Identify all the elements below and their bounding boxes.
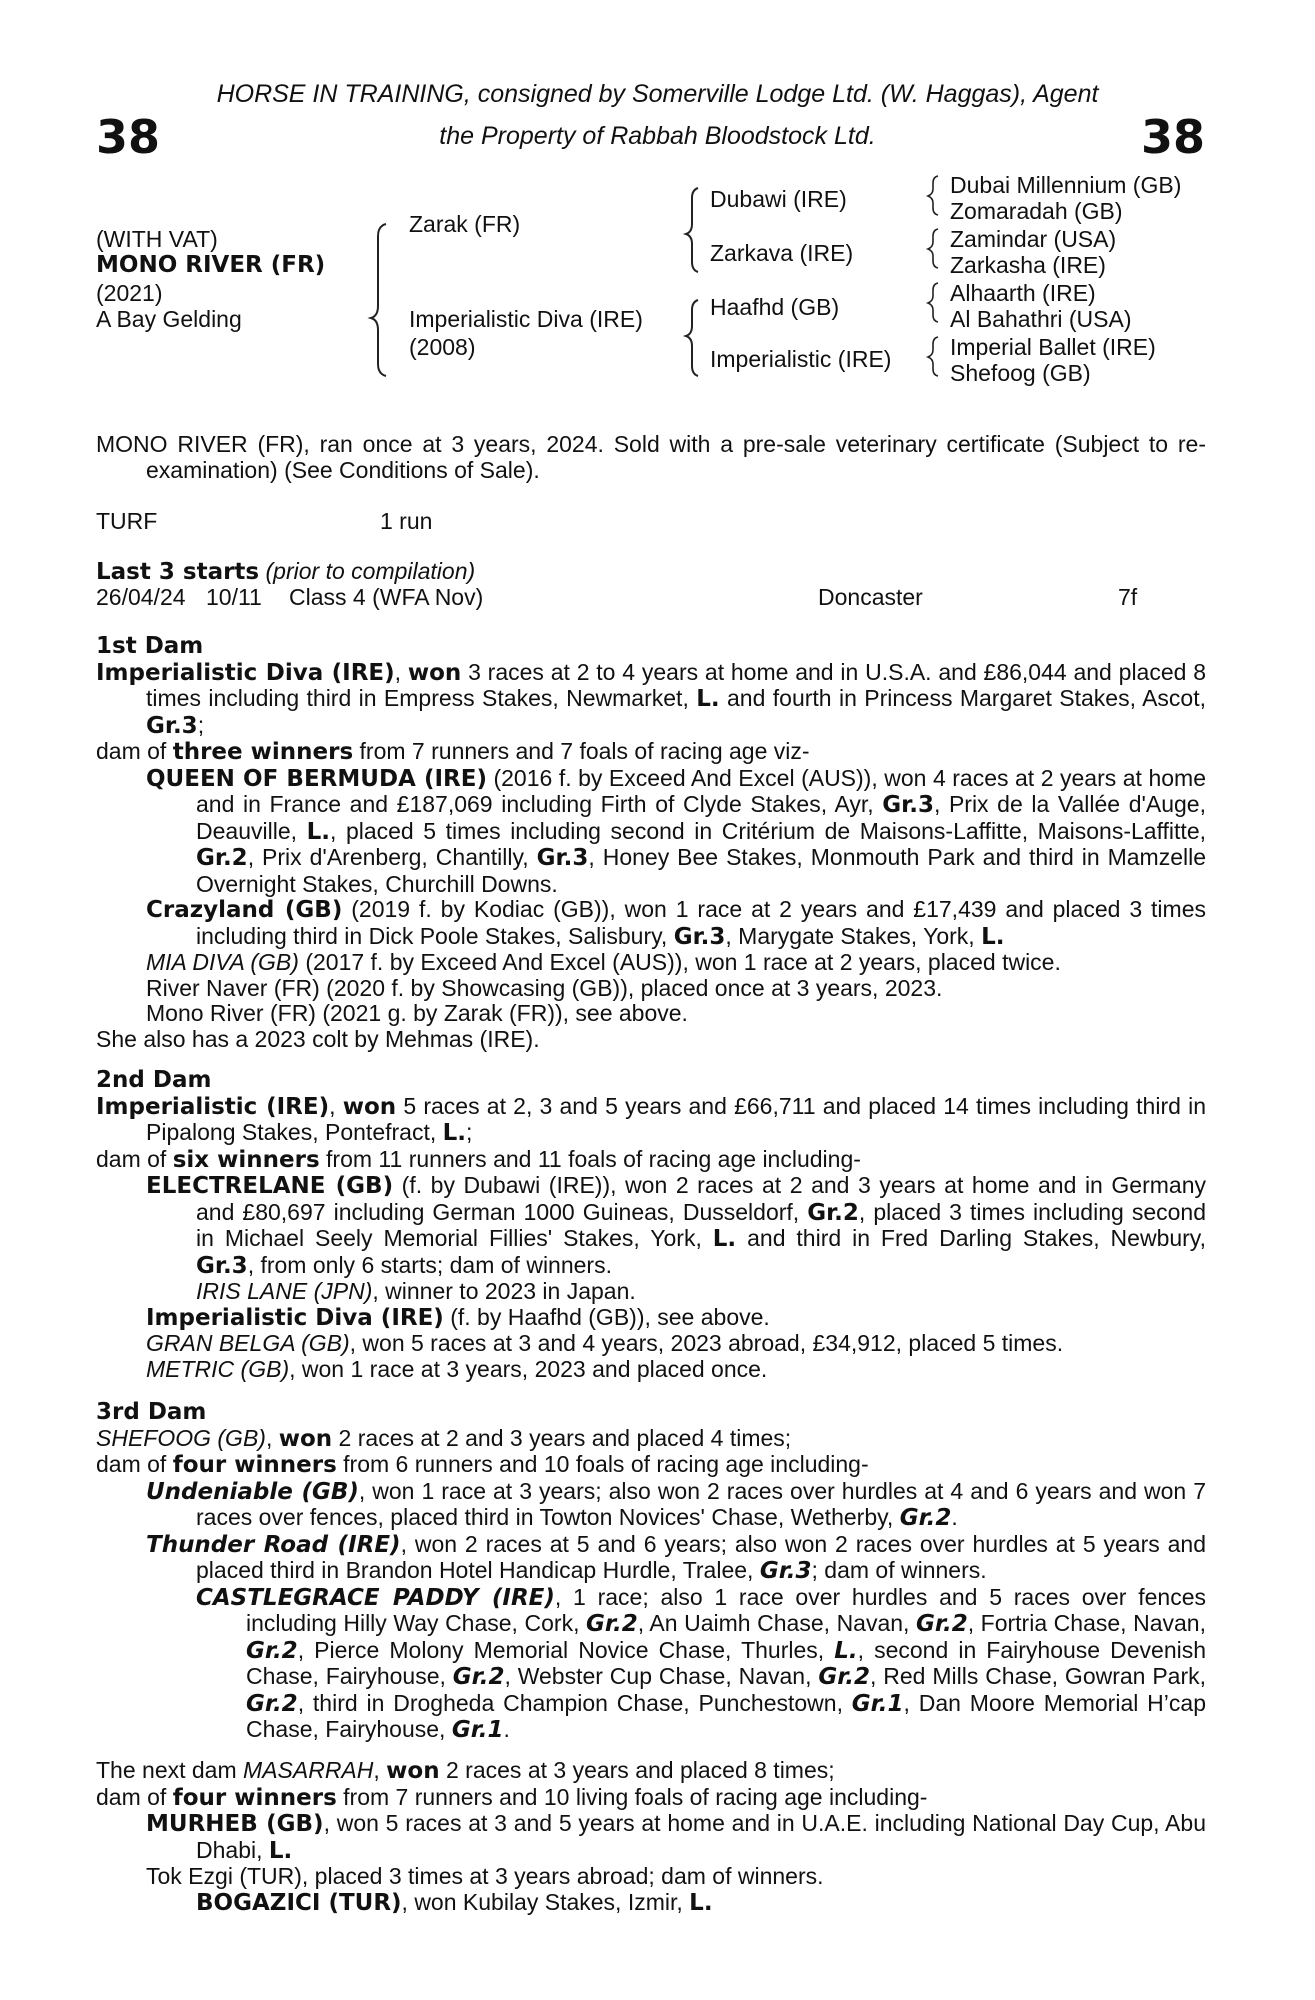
progeny-entry: Crazyland (GB) (2019 f. by Kodiac (GB)), won 1 race at 2 years and £17,439 and placed 3 times including third in Dick Poole Stakes, Salisbury, Gr.3, Marygate Stakes, York, L. xyxy=(146,896,1206,950)
record-surface: TURF xyxy=(96,508,158,534)
third-dam-record: SHEFOOG (GB), won 2 races at 2 and 3 years and placed 4 times; xyxy=(96,1424,792,1452)
vat-note: (WITH VAT) xyxy=(96,226,218,252)
brace-dd xyxy=(928,337,938,376)
record-runs: 1 run xyxy=(380,508,433,534)
third-dam-produce-line: dam of four winners from 6 runners and 10 foals of racing age including- xyxy=(96,1451,869,1478)
lot-number-left: 38 xyxy=(96,110,161,164)
second-dam-produce-line: dam of six winners from 11 runners and 11 foals of racing age including- xyxy=(96,1145,861,1173)
pedigree-dam-dam: Imperialistic (IRE) xyxy=(710,346,892,372)
last-start-course: Doncaster xyxy=(818,584,923,610)
progeny-entry: Undeniable (GB), won 1 race at 3 years; also won 2 races over hurdles at 4 and 6 years and won 7 races over fences, placed third in Towton Novices' Chase, Wetherby, Gr.2. xyxy=(146,1477,1206,1531)
brace-sd xyxy=(928,229,938,268)
pedigree-ssd: Zomaradah (GB) xyxy=(950,198,1123,224)
next-dam-section xyxy=(96,1758,1206,1916)
pedigree-sdd: Zarkasha (IRE) xyxy=(950,252,1106,278)
brace-dam xyxy=(686,300,698,376)
second-dam-section xyxy=(96,1068,1206,1382)
progeny-sub-entry: IRIS LANE (JPN), winner to 2023 in Japan. xyxy=(196,1278,636,1304)
pedigree-dss: Alhaarth (IRE) xyxy=(950,280,1096,306)
last-start-class: Class 4 (WFA Nov) xyxy=(289,584,484,610)
summary-text: MONO RIVER (FR), ran once at 3 years, 2024. Sold with a pre-sale veterinary certificate (Subject to re-examination) (See Conditions of Sale). xyxy=(96,431,1206,483)
pedigree-sire-dam: Zarkava (IRE) xyxy=(710,240,854,266)
first-dam-heading: 1st Dam xyxy=(96,633,204,659)
summary-block xyxy=(96,432,1206,483)
pedigree-sire: Zarak (FR) xyxy=(409,211,521,237)
first-dam-section xyxy=(96,634,1206,1052)
brace-ds xyxy=(928,283,938,322)
first-dam-produce-line: dam of three winners from 7 runners and 7 foals of racing age viz- xyxy=(96,738,810,765)
brace-ss xyxy=(928,176,938,215)
horse-name: MONO RIVER (FR) xyxy=(96,252,326,278)
progeny-entry: GRAN BELGA (GB), won 5 races at 3 and 4 years, 2023 abroad, £34,912, placed 5 times. xyxy=(146,1330,1064,1356)
progeny-entry: QUEEN OF BERMUDA (IRE) (2016 f. by Exceed And Excel (AUS)), won 4 races at 2 years at home and in France and £187,069 including Firth of Clyde Stakes, Ayr, Gr.3, Prix de la Vallée d'Auge, Deauville, L., placed 5 times including second in Critérium de Maisons-Laffitte, Maisons-Laffitte, Gr.2, Prix d'Arenberg, Chantilly, Gr.3, Honey Bee Stakes, Monmouth Park and third in Mamzelle Overnight Stakes, Churchill Downs. xyxy=(146,764,1207,897)
next-dam-produce-line: dam of four winners from 7 runners and 10 living foals of racing age including- xyxy=(96,1783,928,1811)
progeny-sub-entry: BOGAZICI (TUR), won Kubilay Stakes, Izmir, L. xyxy=(196,1888,713,1916)
header-property: the Property of Rabbah Bloodstock Ltd. xyxy=(439,122,876,150)
pedigree-dsd: Al Bahathri (USA) xyxy=(950,306,1132,332)
progeny-entry: METRIC (GB), won 1 race at 3 years, 2023 and placed once. xyxy=(146,1355,768,1382)
pedigree-sss: Dubai Millennium (GB) xyxy=(950,172,1182,198)
brace-sire xyxy=(686,188,698,272)
progeny-entry: MIA DIVA (GB) (2017 f. by Exceed And Excel (AUS)), won 1 race at 2 years, placed twice. xyxy=(146,949,1061,975)
first-dam-record: Imperialistic Diva (IRE), won 3 races at 2 to 4 years at home and in U.S.A. and £86,044 and placed 8 times including third in Empress Stakes, Newmarket, L. and fourth in Princess Margaret Stakes, Ascot, Gr.3; xyxy=(96,658,1207,739)
pedigree-dds: Imperial Ballet (IRE) xyxy=(950,334,1156,360)
third-dam-heading: 3rd Dam xyxy=(96,1399,207,1425)
progeny-entry: MURHEB (GB), won 5 races at 3 and 5 years at home and in U.A.E. including National Day Cup, Abu Dhabi, L. xyxy=(146,1810,1206,1864)
first-dam-also: She also has a 2023 colt by Mehmas (IRE). xyxy=(96,1025,540,1052)
progeny-sub-entry: CASTLEGRACE PADDY (IRE), 1 race; also 1 race over hurdles and 5 races over fences including Hilly Way Chase, Cork, Gr.2, An Uaimh Chase, Navan, Gr.2, Fortria Chase, Navan, Gr.2, Pierce Molony Memorial Novice Chase, Thurles, L., second in Fairyhouse Devenish Chase, Fairyhouse, Gr.2, Webster Cup Chase, Navan, Gr.2, Red Mills Chase, Gowran Park, Gr.2, third in Drogheda Champion Chase, Punchestown, Gr.1, Dan Moore Memorial H’cap Chase, Fairyhouse, Gr.1. xyxy=(196,1583,1207,1743)
horse-description: A Bay Gelding xyxy=(96,306,242,332)
progeny-entry: Tok Ezgi (TUR), placed 3 times at 3 years abroad; dam of winners. xyxy=(146,1863,824,1889)
last-start-position: 10/11 xyxy=(206,584,262,610)
brace-sire-dam xyxy=(371,224,386,376)
pedigree-dam-sire: Haafhd (GB) xyxy=(710,294,840,320)
pedigree-sire-sire: Dubawi (IRE) xyxy=(710,186,847,212)
progeny-entry: Mono River (FR) (2021 g. by Zarak (FR)), see above. xyxy=(146,1000,688,1026)
third-dam-section xyxy=(96,1400,1206,1744)
pedigree-ddd: Shefoog (GB) xyxy=(950,360,1091,386)
lot-number-right: 38 xyxy=(1140,110,1205,164)
last-starts-heading: Last 3 starts (prior to compilation) xyxy=(96,558,476,585)
horse-year: (2021) xyxy=(96,280,163,306)
last-start-distance: 7f xyxy=(1118,584,1138,610)
second-dam-heading: 2nd Dam xyxy=(96,1067,212,1093)
pedigree-dam: Imperialistic Diva (IRE) xyxy=(409,306,643,332)
second-dam-record: Imperialistic (IRE), won 5 races at 2, 3 and 5 years and £66,711 and placed 14 times including third in Pipalong Stakes, Pontefract, L.; xyxy=(96,1092,1206,1146)
progeny-entry: River Naver (FR) (2020 f. by Showcasing (GB)), placed once at 3 years, 2023. xyxy=(146,974,943,1001)
pedigree-dam-year: (2008) xyxy=(409,334,476,360)
pedigree-sds: Zamindar (USA) xyxy=(950,226,1117,252)
header-consignor: HORSE IN TRAINING, consigned by Somerville Lodge Ltd. (W. Haggas), Agent xyxy=(216,80,1099,108)
next-dam-record: The next dam MASARRAH, won 2 races at 3 years and placed 8 times; xyxy=(96,1757,835,1784)
progeny-entry: ELECTRELANE (GB) (f. by Dubawi (IRE)), won 2 races at 2 and 3 years at home and in Germany and £80,697 including German 1000 Guineas, Dusseldorf, Gr.2, placed 3 times including second in Michael Seely Memorial Fillies' Stakes, York, L. and third in Fred Darling Stakes, Newbury, Gr.3, from only 6 starts; dam of winners. xyxy=(146,1172,1206,1279)
progeny-entry: Imperialistic Diva (IRE) (f. by Haafhd (GB)), see above. xyxy=(146,1303,770,1331)
last-start-date: 26/04/24 xyxy=(96,584,186,610)
progeny-entry: Thunder Road (IRE), won 2 races at 5 and 6 years; also won 2 races over hurdles at 5 years and placed third in Brandon Hotel Handicap Hurdle, Tralee, Gr.3; dam of winners. xyxy=(146,1530,1206,1584)
